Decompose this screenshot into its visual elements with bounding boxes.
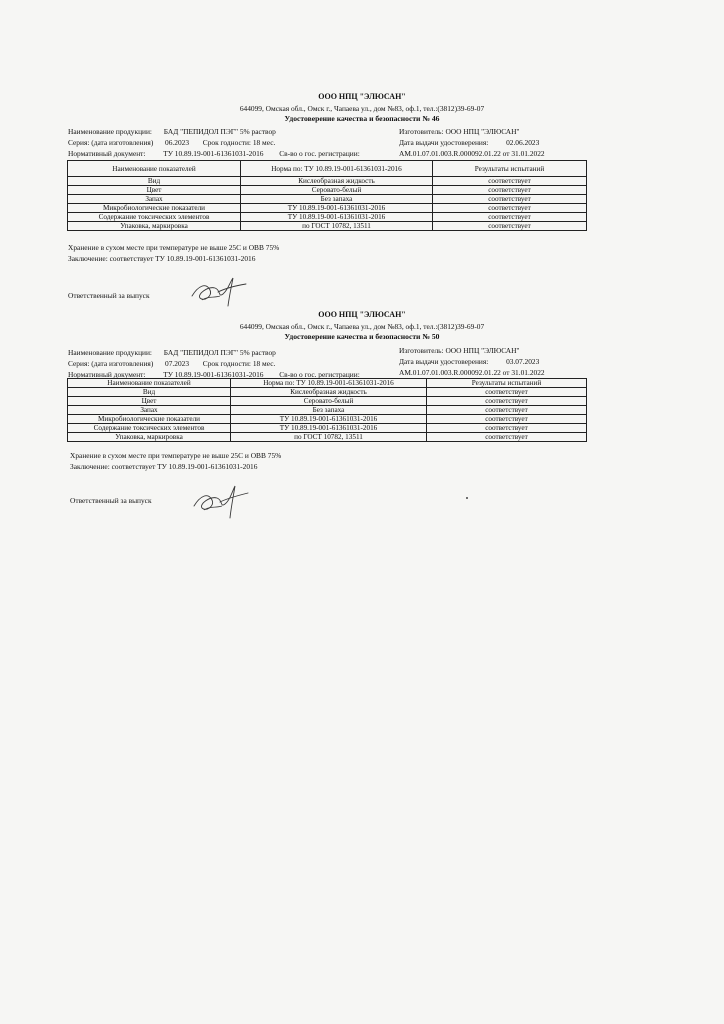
header-indicator: Наименование показателей — [68, 161, 241, 177]
signature-icon — [188, 272, 250, 308]
normdoc-label: Нормативный документ: — [68, 370, 146, 379]
table-header-row — [68, 379, 587, 388]
cell-result: соответствует — [433, 213, 587, 222]
cell-norm: ТУ 10.89.19-001-61361031-2016 — [231, 415, 427, 424]
normdoc-label: Нормативный документ: — [68, 149, 146, 158]
table-row — [68, 213, 587, 222]
table-row — [68, 424, 587, 433]
issue-date: 02.06.2023 — [506, 138, 540, 147]
manufacturer: Изготовитель: ООО НПЦ "ЭЛЮСАН" — [399, 127, 520, 136]
cell-indicator: Запах — [68, 406, 231, 415]
cell-norm: Кислеобразная жидкость — [231, 388, 427, 397]
company-address: 644099, Омская обл., Омск г., Чапаева ул., дом №83, оф.1, тел.:(3812)39-69-07 — [239, 104, 485, 113]
normdoc-value: ТУ 10.89.19-001-61361031-2016 — [163, 370, 264, 379]
series-line — [68, 138, 275, 147]
cell-result: соответствует — [427, 415, 587, 424]
cell-result: соответствует — [433, 177, 587, 186]
cell-norm: ТУ 10.89.19-001-61361031-2016 — [241, 204, 433, 213]
table-row — [68, 433, 587, 442]
header-result: Результаты испытаний — [427, 379, 587, 388]
cell-indicator: Упаковка, маркировка — [68, 433, 231, 442]
cell-result: соответствует — [427, 406, 587, 415]
certificate-title: Удостоверение качества и безопасности № 50 — [284, 332, 440, 341]
issue-line — [399, 357, 539, 366]
product-line — [68, 348, 276, 357]
series-value: 06.2023 — [165, 138, 190, 147]
normdoc-value: ТУ 10.89.19-001-61361031-2016 — [163, 149, 264, 158]
conclusion: Заключение: соответствует ТУ 10.89.19-001-61361031-2016 — [70, 462, 258, 471]
header-result: Результаты испытаний — [433, 161, 587, 177]
cell-result: соответствует — [427, 433, 587, 442]
table-row — [68, 177, 587, 186]
series-label: Серия: (дата изготовления) — [68, 359, 154, 368]
header-norm: Норма по: ТУ 10.89.19-001-61361031-2016 — [231, 379, 427, 388]
issue-date: 03.07.2023 — [506, 357, 540, 366]
manufacturer: Изготовитель: ООО НПЦ "ЭЛЮСАН" — [399, 346, 520, 355]
cell-norm: Без запаха — [231, 406, 427, 415]
cell-result: соответствует — [433, 204, 587, 213]
storage-conditions: Хранение в сухом месте при температуре не выше 25С и ОВВ 75% — [70, 451, 282, 460]
cell-result: соответствует — [427, 397, 587, 406]
registration-label: Св-во о гос. регистрации: — [279, 149, 360, 158]
header-indicator: Наименование показателей — [68, 379, 231, 388]
product-value: БАД "ПЕПИДОЛ ПЭГ" 5% раствор — [163, 348, 276, 357]
registration-value: AM.01.07.01.003.R.000092.01.22 от 31.01.2022 — [399, 368, 545, 377]
shelf-life: Срок годности: 18 мес. — [202, 359, 276, 368]
cell-result: соответствует — [433, 222, 587, 231]
series-line — [68, 359, 275, 368]
conclusion: Заключение: соответствует ТУ 10.89.19-001-61361031-2016 — [68, 254, 256, 263]
cell-result: соответствует — [433, 195, 587, 204]
responsible-label: Ответственный за выпуск — [68, 291, 150, 300]
issue-line — [399, 138, 539, 147]
table-header-row — [68, 161, 587, 177]
company-name: ООО НПЦ "ЭЛЮСАН" — [318, 310, 406, 319]
registration-label: Св-во о гос. регистрации: — [279, 370, 360, 379]
table-row — [68, 186, 587, 195]
cell-indicator: Содержание токсических элементов — [68, 213, 241, 222]
cell-indicator: Запах — [68, 195, 241, 204]
header-norm: Норма по: ТУ 10.89.19-001-61361031-2016 — [241, 161, 433, 177]
cell-indicator: Вид — [68, 388, 231, 397]
storage-conditions: Хранение в сухом месте при температуре не выше 25С и ОВВ 75% — [68, 243, 280, 252]
spec-table — [67, 378, 587, 442]
cell-result: соответствует — [433, 186, 587, 195]
cell-norm: Кислеобразная жидкость — [241, 177, 433, 186]
table-row — [68, 388, 587, 397]
issue-label: Дата выдачи удостоверения: — [399, 138, 489, 147]
cell-result: соответствует — [427, 388, 587, 397]
product-label: Наименование продукции: — [68, 127, 152, 136]
company-address: 644099, Омская обл., Омск г., Чапаева ул., дом №83, оф.1, тел.:(3812)39-69-07 — [239, 322, 485, 331]
cell-norm: по ГОСТ 10782, 13511 — [231, 433, 427, 442]
table-row — [68, 397, 587, 406]
table-row — [68, 415, 587, 424]
cell-result: соответствует — [427, 424, 587, 433]
scan-speck — [466, 497, 468, 499]
table-row — [68, 204, 587, 213]
cell-norm: по ГОСТ 10782, 13511 — [241, 222, 433, 231]
cell-indicator: Микробиологические показатели — [68, 415, 231, 424]
cell-indicator: Микробиологические показатели — [68, 204, 241, 213]
cell-norm: ТУ 10.89.19-001-61361031-2016 — [241, 213, 433, 222]
cell-indicator: Вид — [68, 177, 241, 186]
spec-table — [67, 160, 587, 231]
cell-norm: ТУ 10.89.19-001-61361031-2016 — [231, 424, 427, 433]
cell-indicator: Цвет — [68, 186, 241, 195]
cell-norm: Серовато-белый — [231, 397, 427, 406]
table-row — [68, 195, 587, 204]
cell-indicator: Упаковка, маркировка — [68, 222, 241, 231]
series-label: Серия: (дата изготовления) — [68, 138, 154, 147]
series-value: 07.2023 — [165, 359, 190, 368]
issue-label: Дата выдачи удостоверения: — [399, 357, 489, 366]
company-name: ООО НПЦ "ЭЛЮСАН" — [318, 92, 406, 101]
product-value: БАД "ПЕПИДОЛ ПЭГ" 5% раствор — [163, 127, 276, 136]
product-label: Наименование продукции: — [68, 348, 152, 357]
cell-indicator: Цвет — [68, 397, 231, 406]
normdoc-line — [68, 149, 360, 158]
product-line — [68, 127, 276, 136]
table-row — [68, 406, 587, 415]
cell-norm: Без запаха — [241, 195, 433, 204]
shelf-life: Срок годности: 18 мес. — [202, 138, 276, 147]
cell-indicator: Содержание токсических элементов — [68, 424, 231, 433]
signature-icon — [190, 480, 252, 520]
responsible-label: Ответственный за выпуск — [70, 496, 152, 505]
certificate-title: Удостоверение качества и безопасности № 46 — [284, 114, 440, 123]
table-row — [68, 222, 587, 231]
registration-value: AM.01.07.01.003.R.000092.01.22 от 31.01.2022 — [399, 149, 545, 158]
cell-norm: Серовато-белый — [241, 186, 433, 195]
